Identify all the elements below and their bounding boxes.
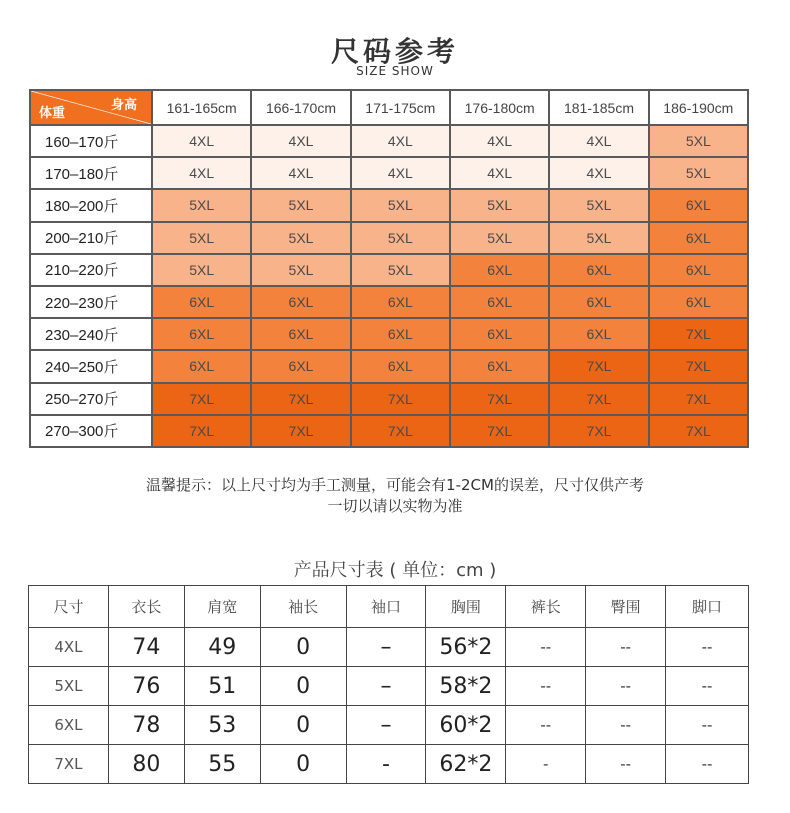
size-cell: 6XL [550,287,647,317]
size-cell: 7XL [252,416,349,446]
spec-row [29,667,749,706]
weight-row-header: 240–250斤 [31,351,151,381]
size-cell: 7XL [252,384,349,414]
size-cell: 4XL [153,158,250,188]
weight-row-header: 170–180斤 [31,158,151,188]
size-cell: 5XL [352,223,449,253]
tip-line-2: 一切以请以实物为准 [327,497,463,515]
spec-cell: -- [586,745,666,784]
spec-table-title: 产品尺寸表 ( 单位：cm ) [293,560,497,581]
spec-cell: 74 [108,628,184,667]
size-cell: 7XL [451,384,548,414]
spec-cell: -- [666,628,749,667]
spec-cell: 80 [108,745,184,784]
spec-cell: -- [666,667,749,706]
weight-row-header: 160–170斤 [31,126,151,156]
size-cell: 7XL [650,319,747,349]
size-cell: 4XL [252,126,349,156]
size-cell: 7XL [550,351,647,381]
size-cell: 6XL [650,190,747,220]
weight-label: 体重 [39,105,66,120]
size-cell: 6XL [153,351,250,381]
size-cell: 4XL [153,126,250,156]
spec-cell: 55 [184,745,260,784]
size-cell: 7XL [550,416,647,446]
size-cell: 6XL [650,223,747,253]
size-cell: 5XL [451,223,548,253]
spec-header-row [29,586,749,628]
spec-column-header: 臀围 [586,586,666,628]
size-cell: 6XL [550,319,647,349]
size-cell: 4XL [352,158,449,188]
page-title: 尺码参考 [330,35,459,68]
spec-cell: 62*2 [426,745,506,784]
spec-row [29,628,749,667]
spec-column-header: 袖长 [260,586,346,628]
spec-column-header: 脚口 [666,586,749,628]
size-cell: 4XL [451,126,548,156]
spec-cell: -- [506,628,586,667]
spec-cell: -- [666,706,749,745]
size-cell: 5XL [352,255,449,285]
size-cell: 4XL [550,158,647,188]
spec-cell: - [346,745,426,784]
size-cell: 7XL [650,351,747,381]
product-size-table [28,585,749,784]
size-cell: 4XL [550,126,647,156]
size-cell: 6XL [252,351,349,381]
spec-cell: -- [506,706,586,745]
size-cell: 7XL [352,416,449,446]
size-cell: 5XL [352,190,449,220]
spec-column-header: 肩宽 [184,586,260,628]
size-cell: 6XL [451,287,548,317]
chart-corner-header [31,91,151,124]
height-column-header: 166-170cm [252,91,349,124]
size-cell: 6XL [650,255,747,285]
weight-row-header: 220–230斤 [31,287,151,317]
size-cell: 6XL [650,287,747,317]
size-cell: 6XL [352,351,449,381]
spec-cell: 53 [184,706,260,745]
size-cell: 5XL [252,255,349,285]
spec-column-header: 裤长 [506,586,586,628]
size-cell: 7XL [451,416,548,446]
size-cell: 6XL [153,319,250,349]
tip-line-1: 温馨提示：以上尺寸均为手工测量，可能会有1-2CM的误差，尺寸仅供产考 [146,476,644,494]
size-cell: 6XL [352,319,449,349]
weight-row-header: 200–210斤 [31,223,151,253]
size-cell: 6XL [252,287,349,317]
spec-cell: -- [586,667,666,706]
size-cell: 6XL [451,319,548,349]
spec-cell: 76 [108,667,184,706]
spec-cell: -- [586,706,666,745]
size-cell: 7XL [352,384,449,414]
height-column-header: 176-180cm [451,91,548,124]
size-chart [29,89,749,448]
size-cell: 4XL [352,126,449,156]
size-cell: 4XL [252,158,349,188]
weight-row-header: 270–300斤 [31,416,151,446]
size-cell: 5XL [153,223,250,253]
size-cell: 5XL [252,223,349,253]
spec-cell: 51 [184,667,260,706]
size-cell: 4XL [451,158,548,188]
size-cell: 5XL [550,190,647,220]
spec-size-label: 5XL [29,667,109,706]
size-cell: 5XL [252,190,349,220]
spec-cell: 78 [108,706,184,745]
spec-size-label: 7XL [29,745,109,784]
height-column-header: 181-185cm [550,91,647,124]
size-cell: 7XL [650,416,747,446]
size-cell: 6XL [153,287,250,317]
spec-cell: 0 [260,745,346,784]
weight-row-header: 250–270斤 [31,384,151,414]
spec-size-label: 6XL [29,706,109,745]
size-cell: 7XL [550,384,647,414]
spec-cell: 58*2 [426,667,506,706]
size-cell: 5XL [550,223,647,253]
size-cell: 6XL [352,287,449,317]
weight-row-header: 230–240斤 [31,319,151,349]
height-label: 身高 [110,97,137,112]
spec-column-header: 衣长 [108,586,184,628]
size-cell: 5XL [153,255,250,285]
spec-cell: 60*2 [426,706,506,745]
spec-size-label: 4XL [29,628,109,667]
spec-cell: 49 [184,628,260,667]
tip-text [0,475,790,517]
size-cell: 5XL [451,190,548,220]
size-cell: 6XL [451,255,548,285]
size-cell: 6XL [252,319,349,349]
weight-row-header: 210–220斤 [31,255,151,285]
spec-cell: 0 [260,667,346,706]
spec-row [29,706,749,745]
spec-cell: 0 [260,706,346,745]
spec-cell: – [346,667,426,706]
size-cell: 5XL [153,190,250,220]
size-cell: 5XL [650,126,747,156]
spec-cell: -- [666,745,749,784]
spec-cell: 56*2 [426,628,506,667]
weight-row-header: 180–200斤 [31,190,151,220]
spec-cell: – [346,706,426,745]
page-subtitle: SIZE SHOW [356,64,434,78]
height-column-header: 186-190cm [650,91,747,124]
spec-row [29,745,749,784]
spec-cell: - [506,745,586,784]
size-cell: 7XL [153,416,250,446]
size-cell: 5XL [650,158,747,188]
spec-cell: – [346,628,426,667]
spec-column-header: 袖口 [346,586,426,628]
spec-cell: -- [586,628,666,667]
height-column-header: 161-165cm [153,91,250,124]
height-column-header: 171-175cm [352,91,449,124]
size-cell: 7XL [650,384,747,414]
size-cell: 6XL [451,351,548,381]
spec-cell: -- [506,667,586,706]
spec-column-header: 胸围 [426,586,506,628]
spec-cell: 0 [260,628,346,667]
size-cell: 6XL [550,255,647,285]
size-cell: 7XL [153,384,250,414]
spec-column-header: 尺寸 [29,586,109,628]
